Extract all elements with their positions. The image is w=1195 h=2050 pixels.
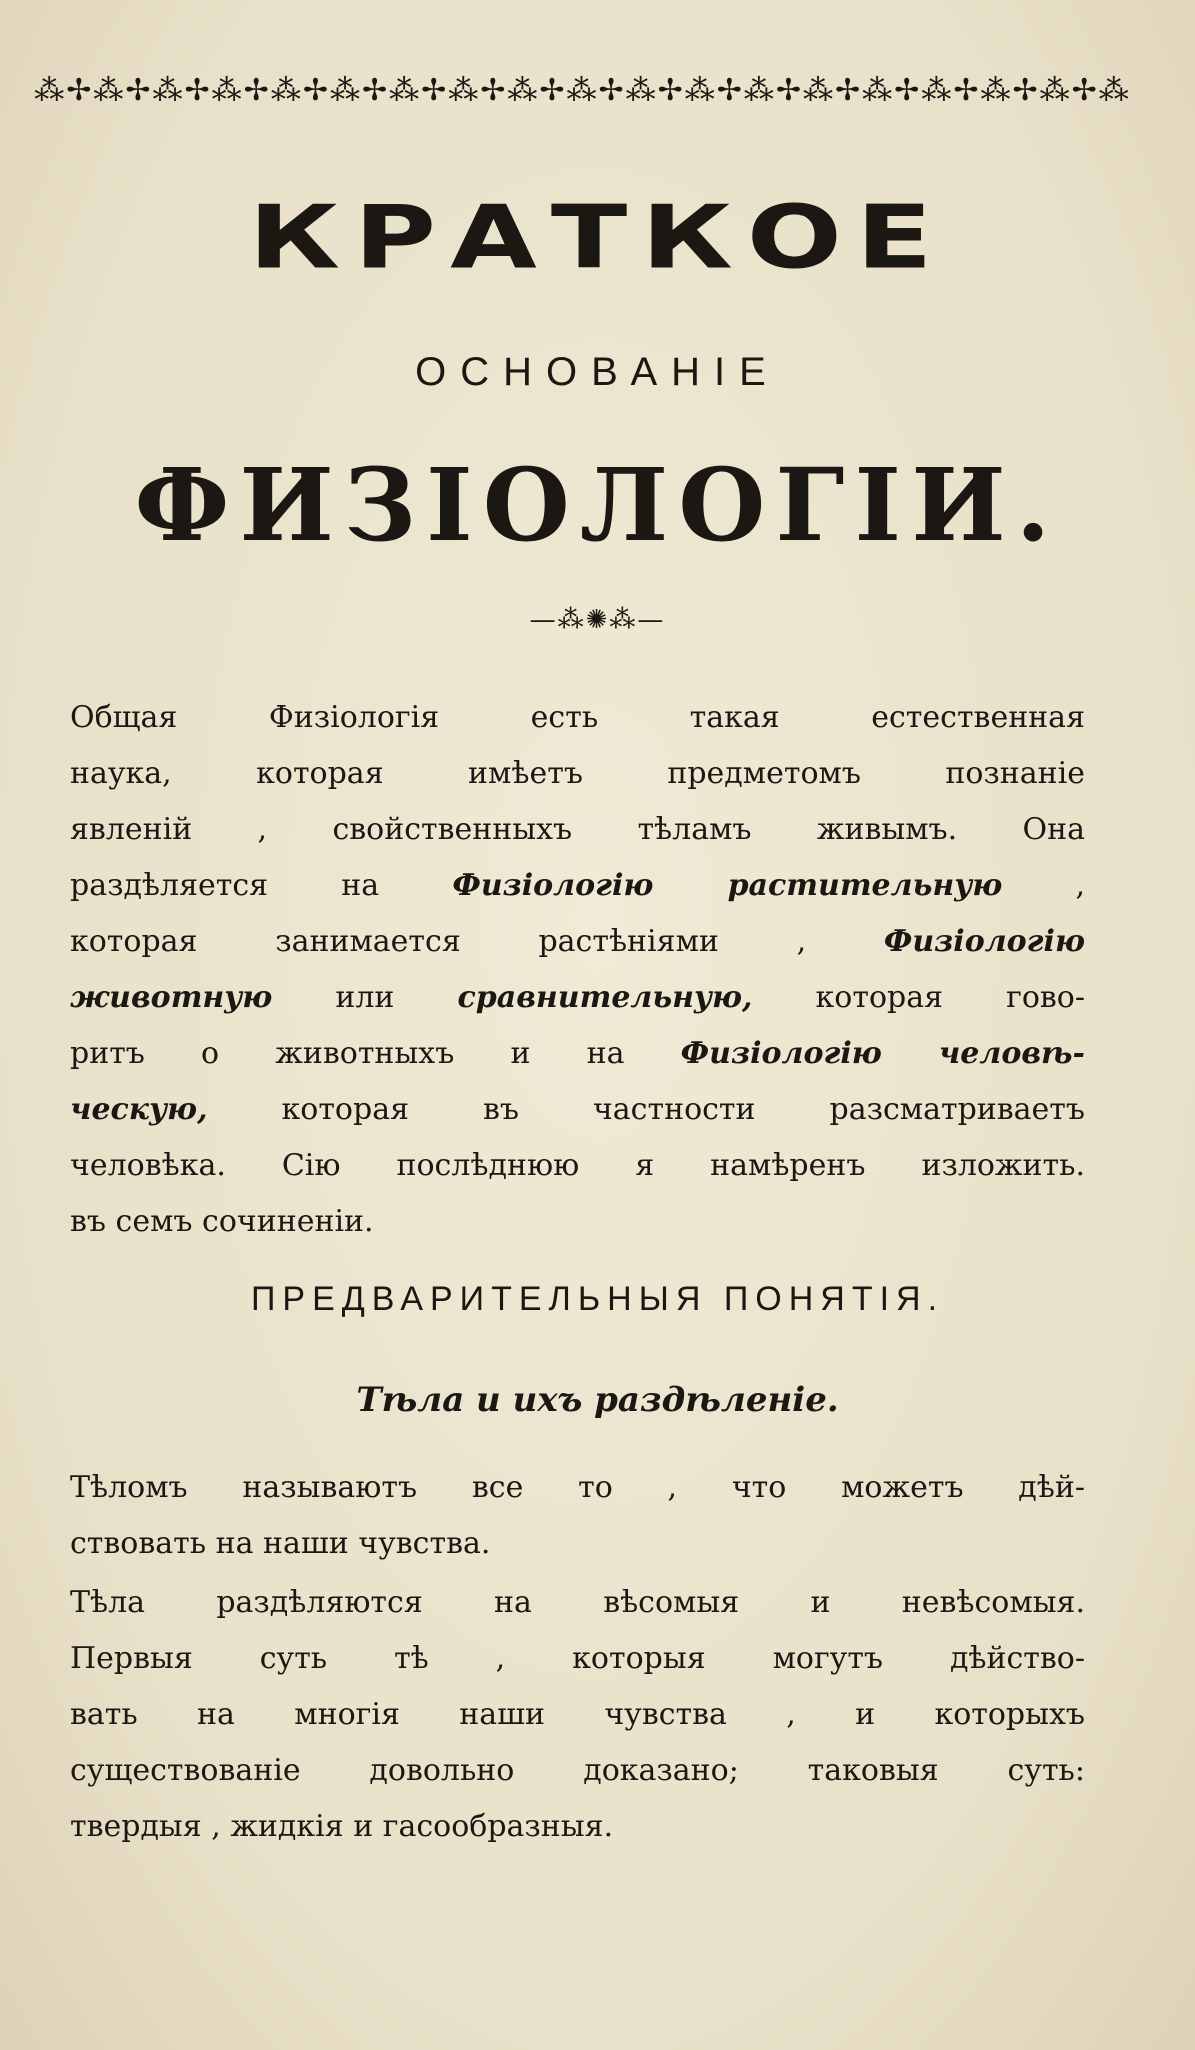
- text-line: существованіе довольно доказано; таковыя суть:: [70, 1753, 1085, 1788]
- italic-term: сравнительную,: [457, 980, 753, 1015]
- italic-term: Физіологію растительную: [452, 868, 1003, 903]
- ornament-divider: —⁂✺⁂—: [529, 605, 666, 635]
- text-span: раздѣляется на: [70, 868, 453, 903]
- text-line: Общая Физіологія есть такая естественная: [70, 700, 1085, 735]
- text-span: или: [272, 980, 458, 1015]
- title-line-1: КРАТКОЕ: [248, 187, 947, 289]
- italic-term: Физіологію человѣ-: [680, 1036, 1085, 1071]
- text-line: [70, 1026, 1085, 1082]
- text-line: [70, 1082, 1085, 1138]
- text-span: которая занимается растѣніями ,: [70, 924, 884, 959]
- text-line: твердыя , жидкія и гасообразныя.: [70, 1809, 614, 1844]
- text-line: въ семъ сочиненіи.: [70, 1204, 374, 1239]
- text-line: Первыя суть тѣ , которыя могутъ дѣйство-: [70, 1641, 1085, 1676]
- text-span: ритъ о животныхъ и на: [70, 1036, 681, 1071]
- text-line: человѣка. Сію послѣднюю я намѣренъ изложить.: [70, 1148, 1085, 1183]
- text-line: наука, которая имѣетъ предметомъ познаніе: [70, 756, 1085, 791]
- text-line: вать на многія наши чувства , и которыхъ: [70, 1697, 1085, 1732]
- text-span: ,: [1002, 868, 1085, 903]
- text-line: [70, 970, 1085, 1026]
- text-span: которая въ частности разсматриваетъ: [207, 1092, 1085, 1127]
- text-line: [70, 858, 1085, 914]
- text-line: ствовать на наши чувства.: [70, 1526, 491, 1561]
- text-line: явленій , свойственныхъ тѣламъ живымъ. Она: [70, 812, 1085, 847]
- text-line: Тѣломъ называютъ все то , что можетъ дѣй-: [70, 1470, 1085, 1505]
- paragraph-3: [70, 1575, 1085, 1855]
- subsection-heading: Тѣла и ихъ раздѣленіе.: [356, 1380, 839, 1420]
- intro-paragraph: [70, 690, 1085, 1250]
- title-line-2: ОСНОВАНІЕ: [415, 350, 780, 394]
- section-heading: ПРЕДВАРИТЕЛЬНЫЯ ПОНЯТІЯ.: [250, 1280, 945, 1318]
- text-line: Тѣла раздѣляются на вѣсомыя и невѣсомыя.: [70, 1585, 1085, 1620]
- italic-term: ческую,: [70, 1092, 208, 1127]
- title-line-3: ФИЗІОЛОГІИ.: [134, 446, 1061, 564]
- paragraph-2: [70, 1460, 1085, 1572]
- text-span: которая гово-: [752, 980, 1085, 1015]
- text-line: [70, 914, 1085, 970]
- top-ornament-border: ⁂✢⁂✢⁂✢⁂✢⁂✢⁂✢⁂✢⁂✢⁂✢⁂✢⁂✢⁂✢⁂✢⁂✢⁂✢⁂✢⁂✢⁂✢⁂: [34, 72, 1131, 108]
- italic-term: животную: [70, 980, 273, 1015]
- italic-term: Физіологію: [883, 924, 1085, 959]
